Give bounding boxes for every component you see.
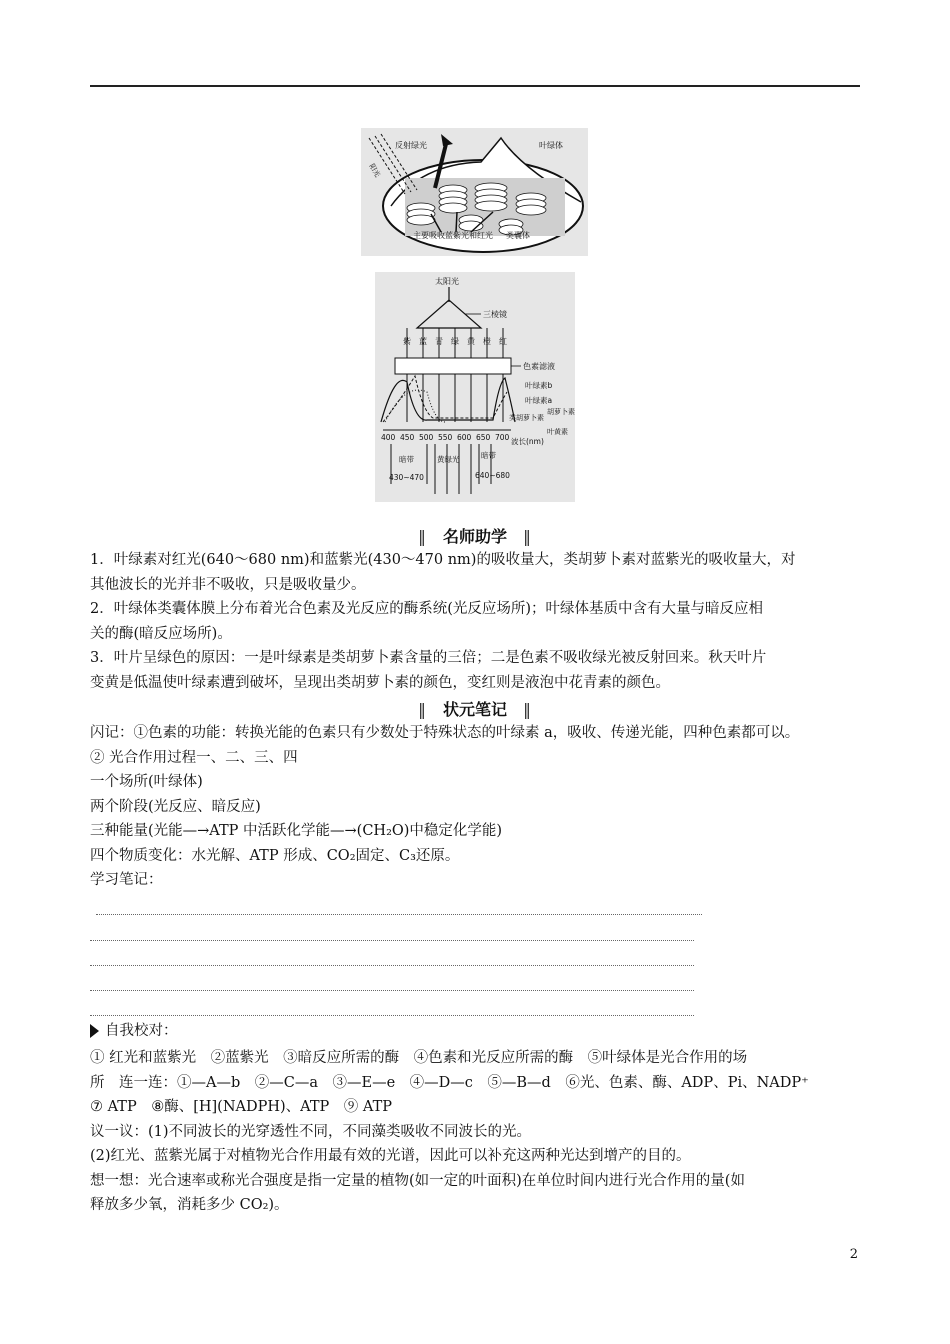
tip-body bbox=[90, 548, 865, 695]
notes-line: 学习笔记： bbox=[90, 872, 163, 888]
notes-line: 四个物质变化：水光解、ATP 形成、CO₂固定、C₃还原。 bbox=[90, 847, 460, 864]
chloroplast-label: 叶绿体 bbox=[539, 141, 563, 150]
notes-heading: ‖ 状元笔记 ‖ bbox=[417, 700, 532, 719]
note-line-3[interactable] bbox=[90, 965, 694, 966]
tip-line: 关的酶(暗反应场所)。 bbox=[90, 625, 232, 642]
check-body bbox=[90, 1046, 865, 1218]
wavelength-tick-label: 550 bbox=[438, 433, 453, 442]
header-rule bbox=[90, 85, 860, 87]
tip-title: 名师助学 bbox=[442, 527, 507, 546]
prism-label: 三棱镜 bbox=[483, 310, 507, 319]
thylakoid-label: 类囊体 bbox=[506, 231, 530, 240]
spectrum-color-label: 蓝 bbox=[419, 337, 427, 346]
spectrum-color-label: 黄 bbox=[467, 337, 475, 346]
spectrum-color-label: 青 bbox=[435, 337, 443, 346]
chl-b-label: 叶绿素b bbox=[525, 381, 553, 390]
filter-label: 色素滤液 bbox=[523, 362, 555, 371]
check-line: (2)红光、蓝紫光属于对植物光合作用最有效的光谱，因此可以补充这两种光达到增产的目的。 bbox=[90, 1148, 691, 1164]
tip-line: 3．叶片呈绿色的原因：一是叶绿素是类胡萝卜素含量的三倍；二是色素不吸收绿光被反射回来。秋天叶片 bbox=[90, 650, 767, 666]
chl-a-label: 叶绿素a bbox=[525, 396, 553, 405]
sunlight-source-label: 太阳光 bbox=[435, 277, 459, 286]
check-line: 议一议：(1)不同波长的光穿透性不同，不同藻类吸收不同波长的光。 bbox=[90, 1123, 532, 1140]
spectrum-color-label: 红 bbox=[499, 337, 507, 346]
check-line: ① 红光和蓝紫光 ②蓝紫光 ③暗反应所需的酶 ④色素和光反应所需的酶 ⑤叶绿体是光合作用的场 bbox=[90, 1050, 748, 1066]
check-line: 释放多少氧，消耗多少 CO₂)。 bbox=[90, 1197, 289, 1213]
check-title: 自我校对： bbox=[105, 1023, 178, 1039]
note-line-2[interactable] bbox=[90, 940, 694, 941]
note-line-4[interactable] bbox=[90, 990, 694, 991]
notes-line: 三种能量(光能—→ATP 中活跃化学能—→(CH₂O)中稳定化学能) bbox=[90, 823, 503, 839]
carotenoid-label: 类胡萝卜素 bbox=[509, 414, 544, 422]
arrow-right-icon bbox=[90, 1024, 99, 1038]
notes-line: 一个场所(叶绿体) bbox=[90, 774, 203, 790]
check-line: 想一想：光合速率或称光合强度是指一定量的植物(如一定的叶面积)在单位时间内进行光合作用的量(如 bbox=[90, 1172, 745, 1189]
spectrum-color-label: 紫 bbox=[403, 337, 411, 346]
note-line-1[interactable] bbox=[96, 914, 702, 915]
wavelength-tick-label: 600 bbox=[457, 433, 472, 442]
carotene-label: 胡萝卜素 bbox=[547, 408, 575, 416]
dark-band-2-label: 暗带 bbox=[481, 451, 496, 460]
notes-title: 状元笔记 bbox=[442, 700, 507, 719]
notes-line: 闪记：①色素的功能：转换光能的色素只有少数处于特殊状态的叶绿素 a，吸收、传递光能，四种色素都可以。 bbox=[90, 725, 800, 741]
wavelength-label: 波长(nm) bbox=[511, 437, 544, 446]
check-heading bbox=[90, 1019, 865, 1044]
tip-line: 2．叶绿体类囊体膜上分布着光合色素及光反应的酶系统(光反应场所)；叶绿体基质中含有大量与暗反应相 bbox=[90, 601, 764, 617]
yellow-green-label: 黄绿光 bbox=[437, 455, 460, 464]
wavelength-tick-label: 450 bbox=[400, 433, 415, 442]
tip-heading: ‖ 名师助学 ‖ bbox=[417, 527, 532, 546]
reflect-label: 反射绿光 bbox=[395, 141, 427, 150]
notes-body bbox=[90, 721, 865, 893]
sunlight-label: 阳光 bbox=[367, 162, 382, 179]
check-line: ⑦ ATP ⑧酶、[H](NADPH)、ATP ⑨ ATP bbox=[90, 1099, 392, 1115]
absorb-label: 主要吸收蓝紫光和红光 bbox=[413, 231, 493, 240]
notes-line: ② 光合作用过程一、二、三、四 bbox=[90, 749, 298, 766]
tip-line: 其他波长的光并非不吸收，只是吸收量少。 bbox=[90, 576, 366, 593]
spectrum-color-label: 橙 bbox=[483, 337, 491, 346]
wavelength-tick-label: 650 bbox=[476, 433, 491, 442]
xanthophyll-label: 叶黄素 bbox=[547, 428, 568, 436]
dark-band-1-label: 暗带 bbox=[399, 455, 414, 464]
note-line-5[interactable] bbox=[90, 1015, 694, 1016]
wavelength-tick-label: 700 bbox=[495, 433, 510, 442]
absorption-spectrum-figure bbox=[375, 272, 575, 502]
tip-line: 1．叶绿素对红光(640～680 nm)和蓝紫光(430～470 nm)的吸收量大，类胡萝卜素对蓝紫光的吸收量大，对 bbox=[90, 552, 796, 568]
range-1-label: 430~470 bbox=[389, 473, 424, 482]
chloroplast-figure bbox=[361, 128, 588, 256]
range-2-label: 640~680 bbox=[475, 471, 510, 480]
check-line: 所 连一连：①—A—b ②—C—a ③—E—e ④—D—c ⑤—B—d ⑥光、色素、酶、ADP、Pi、NADP⁺ bbox=[90, 1074, 809, 1091]
page-number: 2 bbox=[849, 1247, 858, 1262]
spectrum-color-label: 绿 bbox=[451, 337, 459, 346]
wavelength-tick-label: 400 bbox=[381, 433, 396, 442]
tip-line: 变黄是低温使叶绿素遭到破坏，呈现出类胡萝卜素的颜色，变红则是液泡中花青素的颜色。 bbox=[90, 674, 670, 691]
wavelength-tick-label: 500 bbox=[419, 433, 434, 442]
notes-line: 两个阶段(光反应、暗反应) bbox=[90, 798, 261, 815]
